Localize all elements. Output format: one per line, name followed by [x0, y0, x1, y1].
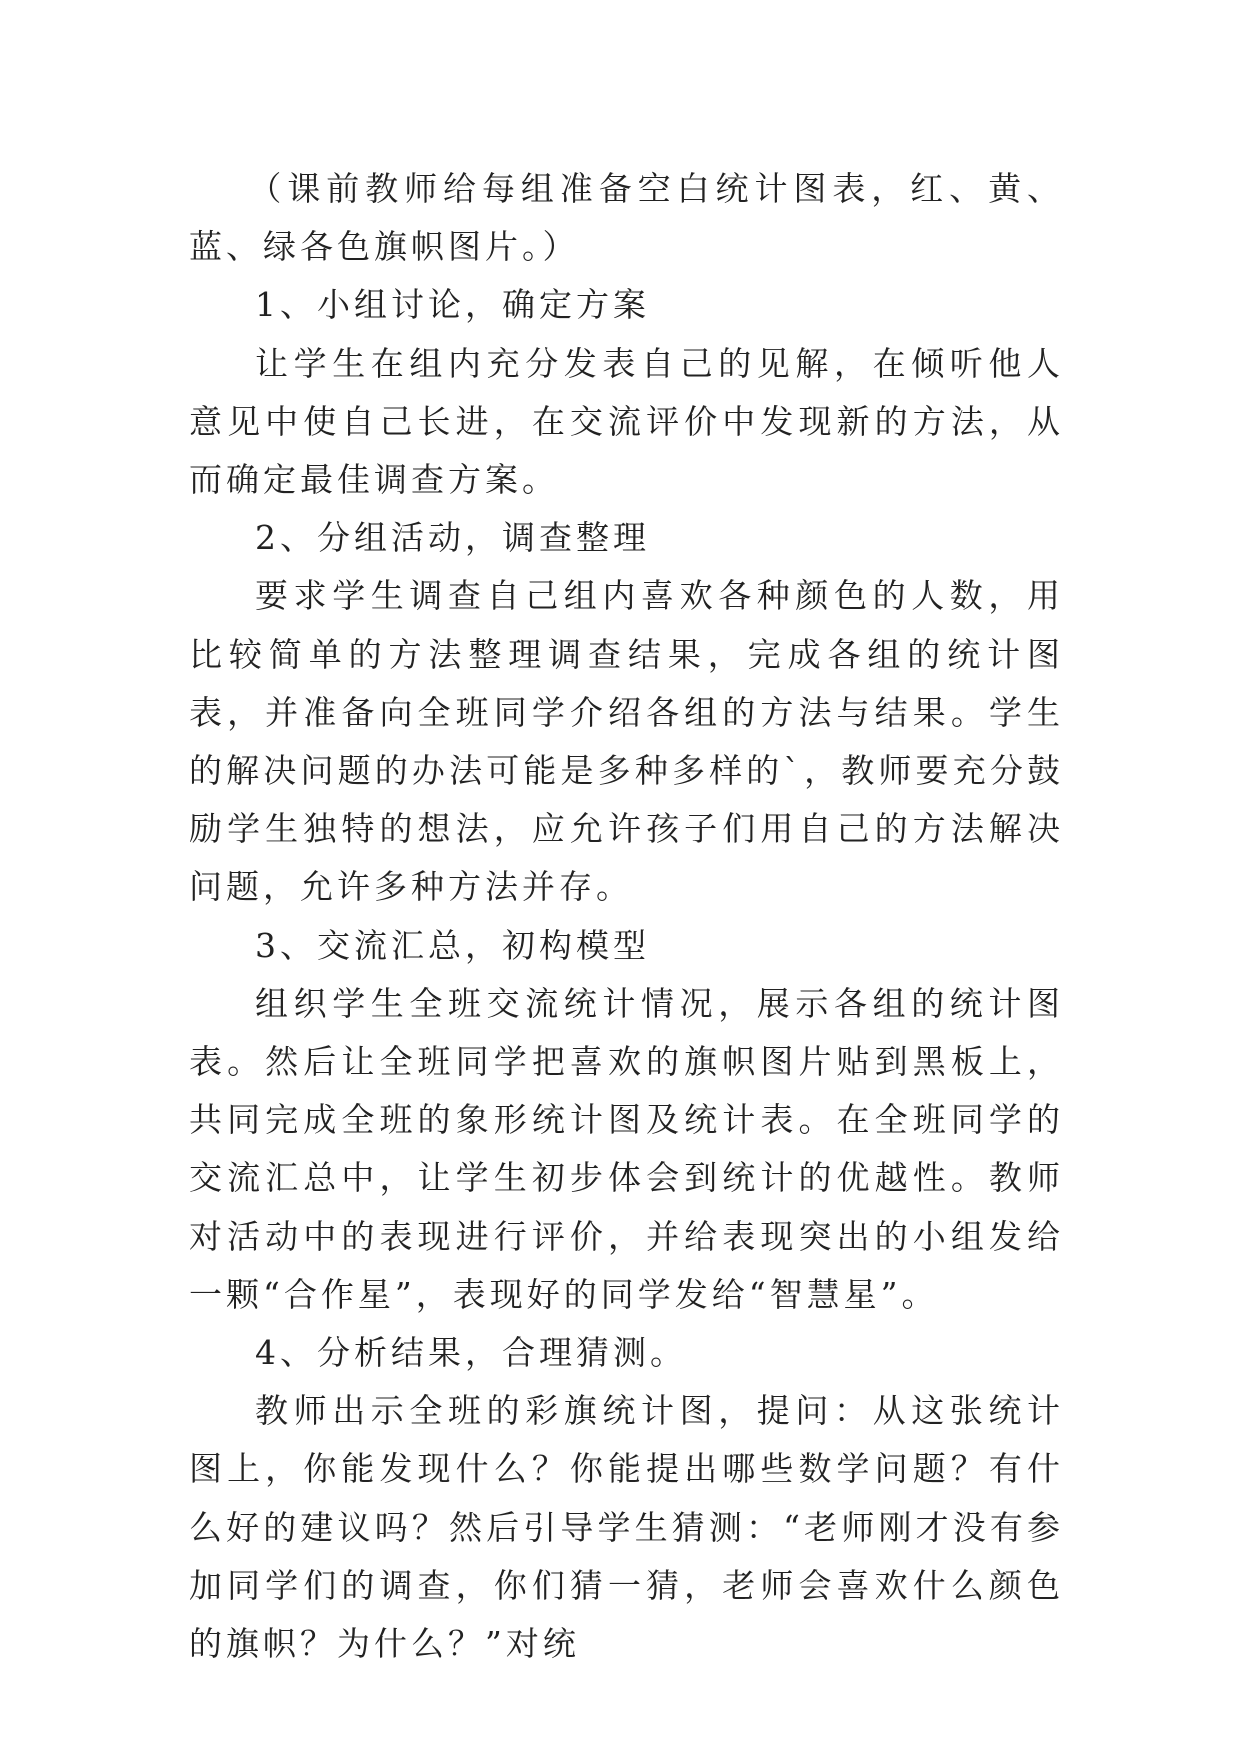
document-body: [189, 160, 1064, 1673]
heading-step-2: 2、分组活动，调查整理: [255, 518, 650, 558]
heading-step-3: 3、交流汇总，初构模型: [255, 925, 650, 965]
paragraph-step-3: 组织学生全班交流统计情况，展示各组的统计图表。然后让全班同学把喜欢的旗帜图片贴到黑板上，共同完成全班的象形统计图及统计表。在全班同学的交流汇总中，让学生初步体会到统计的优越性。教师对活动中的表现进行评价，并给表现突出的小组发给一颗“合作星”，表现好的同学发给“智慧星”。: [189, 983, 1064, 1314]
heading-step-1: 1、小组讨论，确定方案: [255, 285, 650, 325]
paragraph-step-1: 让学生在组内充分发表自己的见解，在倾听他人意见中使自己长进，在交流评价中发现新的方法，从而确定最佳调查方案。: [189, 343, 1064, 500]
heading-step-4: 4、分析结果，合理猜测。: [255, 1333, 687, 1373]
paragraph-step-2: 要求学生调查自己组内喜欢各种颜色的人数，用比较简单的方法整理调查结果，完成各组的统计图表，并准备向全班同学介绍各组的方法与结果。学生的解决问题的办法可能是多种多样的`，教师要充分鼓励学生独特的想法，应允许孩子们用自己的方法解决问题，允许多种方法并存。: [189, 576, 1064, 907]
paragraph-step-4: 教师出示全班的彩旗统计图，提问：从这张统计图上，你能发现什么？你能提出哪些数学问题？有什么好的建议吗？然后引导学生猜测：“老师刚才没有参加同学们的调查，你们猜一猜，老师会喜欢什么颜色的旗帜？为什么？”对统: [189, 1391, 1064, 1664]
paragraph-materials-note: （课前教师给每组准备空白统计图表，红、黄、蓝、绿各色旗帜图片。）: [189, 169, 1064, 267]
